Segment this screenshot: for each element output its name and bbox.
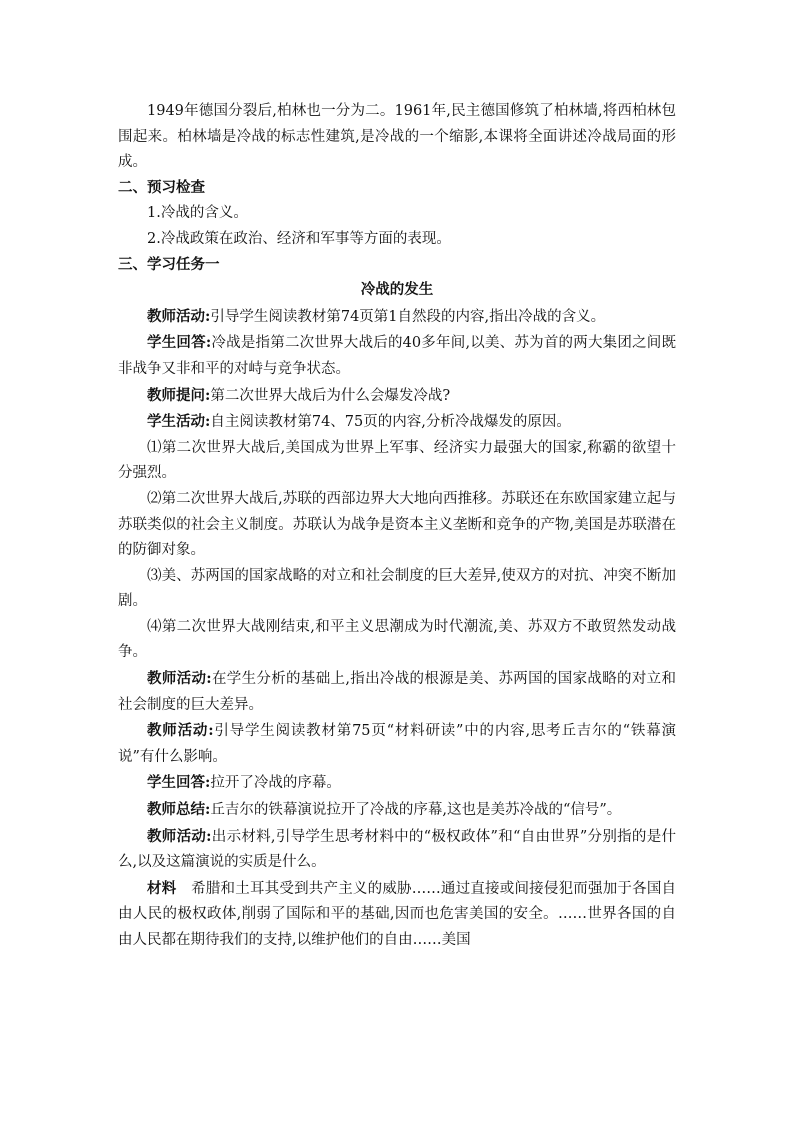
dialogue-text: 引导学生阅读教材第75页“材料研读”中的内容,思考丘吉尔的“铁幕演说”有什么影响。 (118, 723, 676, 765)
speaker-label: 教师活动: (147, 722, 214, 740)
dialogue-text: 第二次世界大战后为什么会爆发冷战? (210, 387, 451, 404)
material-paragraph (118, 876, 676, 954)
material-text: 希腊和土耳其受到共产主义的威胁……通过直接或间接侵犯而强加于各国自由人民的极权政体,削弱了国际和平的基础,因而也危害美国的安全。……世界各国的自由人民都在期待我们的支持,以维护他们的自由……美国 (118, 880, 677, 948)
speaker-label: 学生回答: (147, 334, 212, 352)
dialogue-text: 拉开了冷战的序幕。 (210, 775, 341, 792)
dialogue-text: 自主阅读教材第74、75页的内容,分析冷战爆发的原因。 (210, 414, 571, 431)
speaker-label: 学生活动: (147, 413, 211, 431)
dialogue-text: 引导学生阅读教材第74页第1自然段的内容,指出冷战的含义。 (210, 308, 606, 325)
speaker-label: 教师活动: (147, 307, 211, 325)
document-page (118, 99, 676, 954)
section-heading-preview: 二、预习检查 (118, 179, 205, 196)
dialogue-paragraph (118, 330, 676, 382)
dialogue-text: 冷战是指第二次世界大战后的40多年间,以美、苏为首的两大集团之间既非战争又非和平的对峙与竞争状态。 (118, 335, 676, 377)
dialogue-text: 丘吉尔的铁幕演说拉开了冷战的序幕,这也是美苏冷战的“信号”。 (210, 802, 622, 819)
dialogue-paragraph (118, 304, 676, 331)
speaker-label: 教师提问: (147, 386, 211, 404)
speaker-label: 教师活动: (147, 827, 212, 845)
preview-item-1: 1.冷战的含义。 (147, 205, 248, 222)
intro-paragraph: 1949年德国分裂后,柏林也一分为二。1961年,民主德国修筑了柏林墙,将西柏林包围起来。柏林墙是冷战的标志性建筑,是冷战的一个缩影,本课将全面讲述冷战局面的形成。 (118, 103, 676, 171)
dialogue-paragraph (118, 409, 676, 436)
dialogue-text: 出示材料,引导学生思考材料中的“极权政体”和“自由世界”分别指的是什么,以及这篇演说的实质是什么。 (118, 828, 676, 871)
dialogue-paragraph (118, 718, 676, 770)
reason-item: ⑶美、苏两国的国家战略的对立和社会制度的巨大差异,使双方的对抗、冲突不断加剧。 (118, 567, 676, 610)
reason-item: ⑷第二次世界大战刚结束,和平主义思潮成为时代潮流,美、苏双方不敢贸然发动战争。 (118, 618, 676, 661)
reason-item: ⑵第二次世界大战后,苏联的西部边界大大地向西推移。苏联还在东欧国家建立起与苏联类似的社会主义制度。苏联认为战争是资本主义垄断和竞争的产物,美国是苏联潜在的防御对象。 (118, 490, 676, 559)
preview-item-2: 2.冷战政策在政治、经济和军事等方面的表现。 (147, 230, 451, 247)
dialogue-paragraph (118, 824, 676, 876)
task-subtitle: 冷战的发生 (360, 282, 434, 299)
material-label: 材料 (147, 879, 177, 897)
dialogue-paragraph (118, 666, 676, 718)
dialogue-paragraph (118, 797, 676, 824)
section-heading-task1: 三、学习任务一 (118, 256, 220, 273)
speaker-label: 教师总结: (147, 801, 211, 819)
speaker-label: 教师活动: (147, 670, 212, 688)
dialogue-paragraph (118, 383, 676, 410)
dialogue-paragraph (118, 770, 676, 797)
reason-item: ⑴第二次世界大战后,美国成为世界上军事、经济实力最强大的国家,称霸的欲望十分强烈。 (118, 439, 676, 482)
speaker-label: 学生回答: (147, 774, 211, 792)
dialogue-text: 在学生分析的基础上,指出冷战的根源是美、苏两国的国家战略的对立和社会制度的巨大差异。 (118, 671, 676, 713)
